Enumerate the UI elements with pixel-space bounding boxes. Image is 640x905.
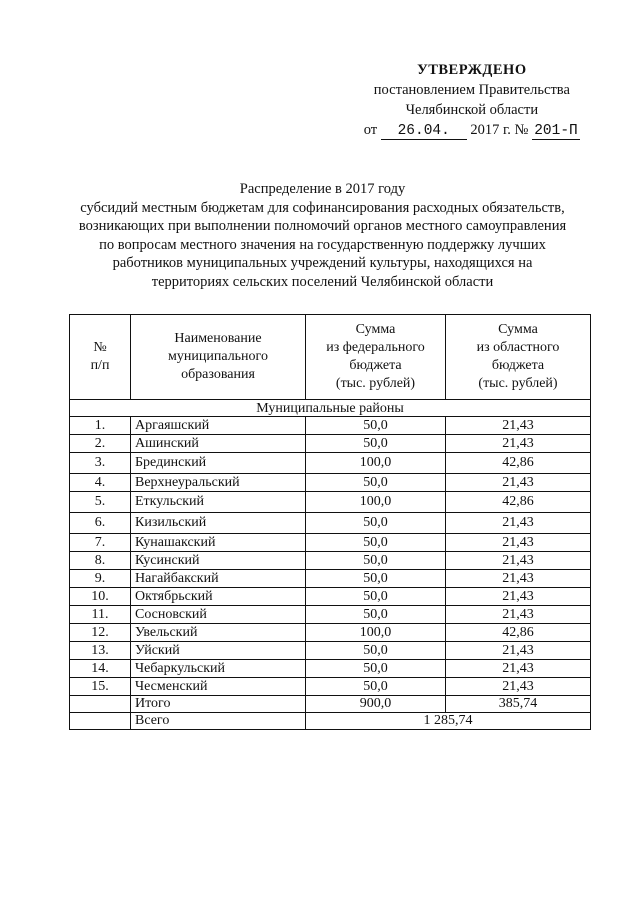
table-row	[70, 492, 591, 513]
title-line-1: Распределение в 2017 году	[239, 181, 406, 197]
row-name: Ашинский	[131, 435, 306, 453]
row-regional: 21,43	[446, 474, 591, 492]
header-regional-line: из областного	[476, 340, 560, 355]
row-number: 8.	[70, 552, 131, 570]
row-number: 7.	[70, 534, 131, 552]
row-name: Уйский	[131, 642, 306, 660]
approval-date: 26.04.	[381, 123, 467, 140]
approval-dateline	[364, 120, 580, 140]
row-regional: 42,86	[446, 624, 591, 642]
row-federal: 50,0	[306, 474, 446, 492]
header-row	[70, 315, 591, 400]
table-row	[70, 660, 591, 678]
row-regional: 21,43	[446, 660, 591, 678]
row-number: 15.	[70, 678, 131, 696]
row-federal: 100,0	[306, 624, 446, 642]
row-regional: 21,43	[446, 552, 591, 570]
row-name: Увельский	[131, 624, 306, 642]
table-row	[70, 624, 591, 642]
row-regional: 21,43	[446, 642, 591, 660]
row-regional: 21,43	[446, 570, 591, 588]
total-row	[70, 713, 591, 730]
total-value: 1 285,74	[306, 713, 591, 730]
row-federal: 50,0	[306, 678, 446, 696]
row-regional: 21,43	[446, 588, 591, 606]
header-name-line: муниципального	[168, 349, 268, 364]
row-federal: 50,0	[306, 534, 446, 552]
table-row	[70, 435, 591, 453]
row-number: 14.	[70, 660, 131, 678]
header-federal-line: (тыс. рублей)	[335, 376, 416, 391]
header-federal-line: бюджета	[349, 358, 402, 373]
row-federal: 100,0	[306, 492, 446, 513]
header-federal-line: из федерального	[326, 340, 425, 355]
row-regional: 21,43	[446, 513, 591, 534]
approval-heading: УТВЕРЖДЕНО	[417, 62, 527, 78]
approval-year: 2017 г. №	[470, 122, 529, 138]
subtotal-row	[70, 696, 591, 713]
header-num-line: №	[93, 340, 107, 355]
section-title: Муниципальные районы	[70, 400, 591, 417]
subtotal-regional: 385,74	[446, 696, 591, 713]
subtotal-federal: 900,0	[306, 696, 446, 713]
header-num	[70, 315, 131, 400]
header-regional	[446, 315, 591, 400]
row-regional: 21,43	[446, 606, 591, 624]
header-regional-line: Сумма	[498, 322, 538, 337]
row-number: 12.	[70, 624, 131, 642]
header-num-line: п/п	[90, 358, 110, 373]
row-regional: 21,43	[446, 534, 591, 552]
table-row	[70, 606, 591, 624]
row-federal: 50,0	[306, 642, 446, 660]
subtotal-label: Итого	[131, 696, 306, 713]
header-name-line: образования	[181, 367, 255, 382]
title-line-6: территориях сельских поселений Челябинской области	[151, 273, 494, 290]
header-federal	[306, 315, 446, 400]
row-number: 13.	[70, 642, 131, 660]
total-label: Всего	[131, 713, 306, 730]
row-number: 3.	[70, 453, 131, 474]
approval-number: 201-П	[532, 123, 580, 140]
row-number: 1.	[70, 417, 131, 435]
row-name: Октябрьский	[131, 588, 306, 606]
approval-date-prefix: от	[363, 122, 378, 138]
row-name: Нагайбакский	[131, 570, 306, 588]
row-regional: 21,43	[446, 417, 591, 435]
row-regional: 42,86	[446, 492, 591, 513]
title-line-5: работников муниципальных учреждений культуры, находящихся на	[112, 255, 533, 271]
row-number: 2.	[70, 435, 131, 453]
row-regional: 21,43	[446, 678, 591, 696]
row-federal: 50,0	[306, 552, 446, 570]
table-row	[70, 513, 591, 534]
row-number: 6.	[70, 513, 131, 534]
row-federal: 50,0	[306, 606, 446, 624]
row-federal: 50,0	[306, 417, 446, 435]
table-row	[70, 570, 591, 588]
header-regional-line: бюджета	[491, 358, 545, 373]
approval-line-2: Челябинской области	[405, 102, 539, 118]
row-name: Аргаяшский	[131, 417, 306, 435]
document-title	[60, 180, 585, 291]
row-name: Верхнеуральский	[131, 474, 306, 492]
row-name: Чебаркульский	[131, 660, 306, 678]
table-row	[70, 474, 591, 492]
total-num	[70, 713, 131, 730]
row-federal: 50,0	[306, 660, 446, 678]
row-regional: 21,43	[446, 435, 591, 453]
approval-stamp	[364, 60, 580, 140]
table-row	[70, 534, 591, 552]
row-federal: 50,0	[306, 513, 446, 534]
row-name: Брединский	[131, 453, 306, 474]
row-number: 5.	[70, 492, 131, 513]
row-federal: 50,0	[306, 588, 446, 606]
section-row	[70, 400, 591, 417]
subtotal-num	[70, 696, 131, 713]
row-number: 4.	[70, 474, 131, 492]
row-name: Кунашакский	[131, 534, 306, 552]
row-federal: 100,0	[306, 453, 446, 474]
table-row	[70, 552, 591, 570]
header-name-line: Наименование	[174, 331, 262, 346]
approval-line-1: постановлением Правительства	[373, 82, 570, 98]
table-row	[70, 453, 591, 474]
table-row	[70, 678, 591, 696]
row-number: 10.	[70, 588, 131, 606]
row-name: Сосновский	[131, 606, 306, 624]
row-name: Еткульский	[131, 492, 306, 513]
row-federal: 50,0	[306, 570, 446, 588]
table-row	[70, 417, 591, 435]
title-line-3: возникающих при выполнении полномочий органов местного самоуправления	[78, 218, 567, 234]
row-name: Кусинский	[131, 552, 306, 570]
distribution-table	[69, 314, 591, 730]
title-line-2: субсидий местным бюджетам для софинансирования расходных обязательств,	[80, 199, 565, 216]
row-number: 11.	[70, 606, 131, 624]
row-name: Чесменский	[131, 678, 306, 696]
title-line-4: по вопросам местного значения на государственную поддержку лучших	[99, 236, 546, 253]
header-federal-line: Сумма	[355, 322, 396, 337]
row-federal: 50,0	[306, 435, 446, 453]
row-number: 9.	[70, 570, 131, 588]
header-regional-line: (тыс. рублей)	[478, 376, 558, 391]
table-row	[70, 642, 591, 660]
table-row	[70, 588, 591, 606]
row-name: Кизильский	[131, 513, 306, 534]
header-name	[131, 315, 306, 400]
row-regional: 42,86	[446, 453, 591, 474]
